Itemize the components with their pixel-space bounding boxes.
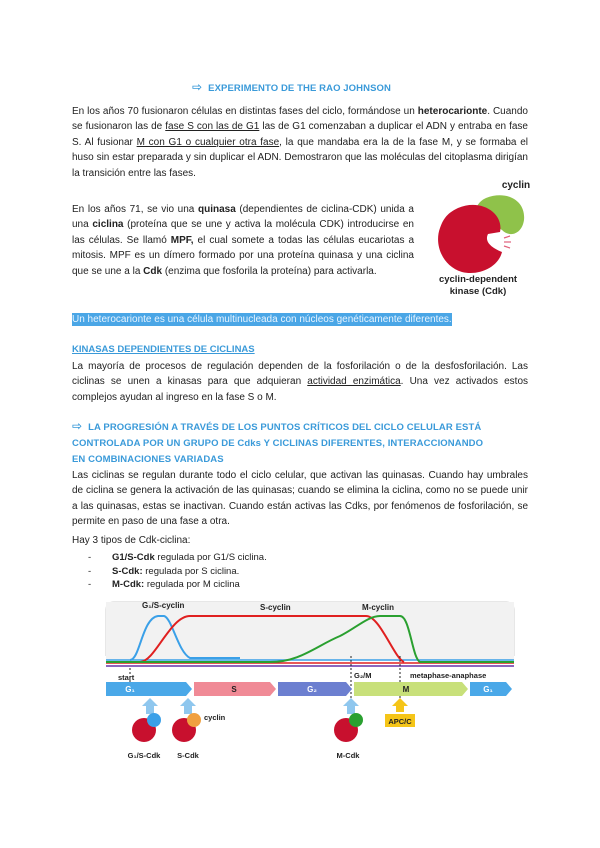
phase-g1-bar [106, 682, 192, 696]
g1s-cdk-complex [132, 713, 161, 742]
section-heading-text: EXPERIMENTO DE THE RAO JOHNSON [208, 83, 391, 94]
s-cyclin-label: S-cyclin [260, 603, 291, 612]
text-run: (proteína que se une y activa la molécula CDK) introducirse en las células. Se llamó [72, 219, 414, 246]
paragraph-tipos: Hay 3 tipos de Cdk-ciclina: [72, 535, 191, 546]
section-heading-rao-johnson [192, 80, 391, 94]
paragraph-mpf [72, 202, 414, 279]
text-run: . Cuando se fusionaron las de [72, 106, 528, 133]
heading-line-1 [72, 418, 532, 436]
type-desc: regulada por S ciclina. [142, 565, 240, 577]
underlined-phrase: M con G1 o cualquier otra fase [136, 136, 280, 148]
list-item [112, 578, 528, 592]
list-item [112, 565, 528, 579]
arrow-up-icon [180, 698, 196, 714]
cdk-label-line2: kinase (Cdk) [449, 286, 507, 297]
section-heading-progresion [72, 418, 532, 468]
phase-g1-label: G₁ [125, 685, 135, 694]
term-heterocarionte: heterocarionte [417, 106, 488, 117]
phase-m-bar [354, 682, 468, 696]
arrow-right-icon: ⇨ [72, 419, 83, 433]
arrow-up-icon [142, 698, 158, 714]
text-run: las de G1 comenzaban a duplicar el ADN y entraba en fase S. Al fusionar [72, 121, 528, 148]
term-ciclina: ciclina [92, 219, 124, 231]
text-run: , la que mandaba era la de la fase M, y se formaba el huso sin estar preparada y sin duplicar el ADN. Demostraron que las moléculas del citoplasma dirigían la transición entre las fases. [72, 136, 528, 179]
underlined-phrase: fase S con las de G1 [165, 121, 260, 133]
metaphase-label: metaphase-anaphase [410, 671, 487, 680]
highlight-note-text: Un heterocarionte es una célula multinucleada con núcleos genéticamente diferentes. [72, 314, 452, 325]
g1s-cyclin-label: G₁/S-cyclin [142, 601, 185, 610]
g2m-label: G₂/M [354, 671, 372, 680]
cyclin-label: cyclin [501, 180, 531, 191]
type-desc: regulada por G1/S ciclina. [154, 552, 267, 563]
cyclin-cdk-figure [418, 172, 538, 302]
heading-text: LA PROGRESIÓN A TRAVÉS DE LOS PUNTOS CRÍTICOS DEL CICLO CELULAR ESTÁ [88, 422, 482, 433]
s-cdk-label: S-Cdk [177, 751, 199, 760]
arrow-up-icon [343, 698, 359, 714]
text-run: el cual somete a todas las células eucariotas a mitosis. MPF es un dímero formado por una proteína quinasa y una ciclina que se une a la [72, 234, 415, 277]
m-cyclin-label: M-cyclin [362, 603, 395, 612]
type-name: S-Cdk: [112, 565, 143, 577]
phase-s-label: S [231, 685, 237, 694]
text-run: La mayoría de procesos de regulación dependen de la fosforilación o de la desfosforilación. Las ciclinas se unen a kinasas para que adquieran [72, 361, 528, 388]
term-cdk: Cdk [143, 265, 163, 277]
list-item [112, 551, 528, 565]
text-run: En los años 70 fusionaron células en distintas fases del ciclo, formándose un [72, 106, 418, 117]
apc-label: APC/C [388, 717, 412, 726]
phase-m-label: M [402, 685, 410, 694]
arrow-up-icon [392, 698, 408, 712]
heading-line-2: CONTROLADA POR UN GRUPO DE Cdks Y CICLINAS DIFERENTES, INTERACCIONANDO [72, 438, 484, 449]
paragraph-kinasas [72, 359, 528, 405]
cell-cycle-diagram [100, 596, 520, 772]
text-run: (dependientes de ciclina-CDK) unida a una [72, 204, 414, 231]
m-cdk-complex [334, 713, 363, 742]
cdk-types-list [72, 551, 528, 592]
paragraph-ciclinas: Las ciclinas se regulan durante todo el ciclo celular, que activan las quinasas. Cuando hay umbrales de ciclina se genera la activación de las quinasas; cuando se elimina la ciclina, como no se puede unir a las quinasas, estas se inactivan. Cuando están activas las Cdks, por fenómenos de fosforilación, se permite en paso de una fase a otra. [72, 470, 528, 528]
text-run: (enzima que fosforila la proteína) para activarla. [162, 265, 377, 277]
m-cdk-label: M-Cdk [336, 751, 360, 760]
term-mpf: MPF, [170, 234, 194, 246]
heading-line-3: EN COMBINACIONES VARIADAS [72, 454, 224, 465]
highlight-note [72, 309, 452, 327]
paragraph-heterocarion [72, 104, 528, 181]
g1s-cdk-label: G₁/S-Cdk [127, 751, 161, 760]
type-name: M-Cdk: [112, 579, 145, 590]
phase-g2-label: G₂ [307, 685, 317, 694]
section-heading-kinasas: KINASAS DEPENDIENTES DE CICLINAS [72, 344, 255, 355]
type-name: G1/S-Cdk [112, 552, 155, 563]
start-label: start [118, 673, 135, 682]
phase-g1b-label: G₁ [483, 685, 493, 694]
text-run: En los años 71, se vio una [72, 204, 198, 215]
type-desc: regulada por M ciclina [144, 579, 240, 590]
cdk-label-line1: cyclin-dependent [438, 274, 518, 285]
arrow-right-icon: ⇨ [192, 80, 203, 94]
underlined-phrase: actividad enzimática [307, 376, 401, 388]
cyclin-label: cyclin [204, 713, 226, 722]
text-run: . Una vez activados estos complejos ayudan al ingreso en la fase S o M. [72, 376, 529, 403]
cdk-shape [438, 205, 502, 273]
s-cdk-complex [172, 713, 201, 742]
term-quinasa: quinasa [197, 204, 236, 215]
